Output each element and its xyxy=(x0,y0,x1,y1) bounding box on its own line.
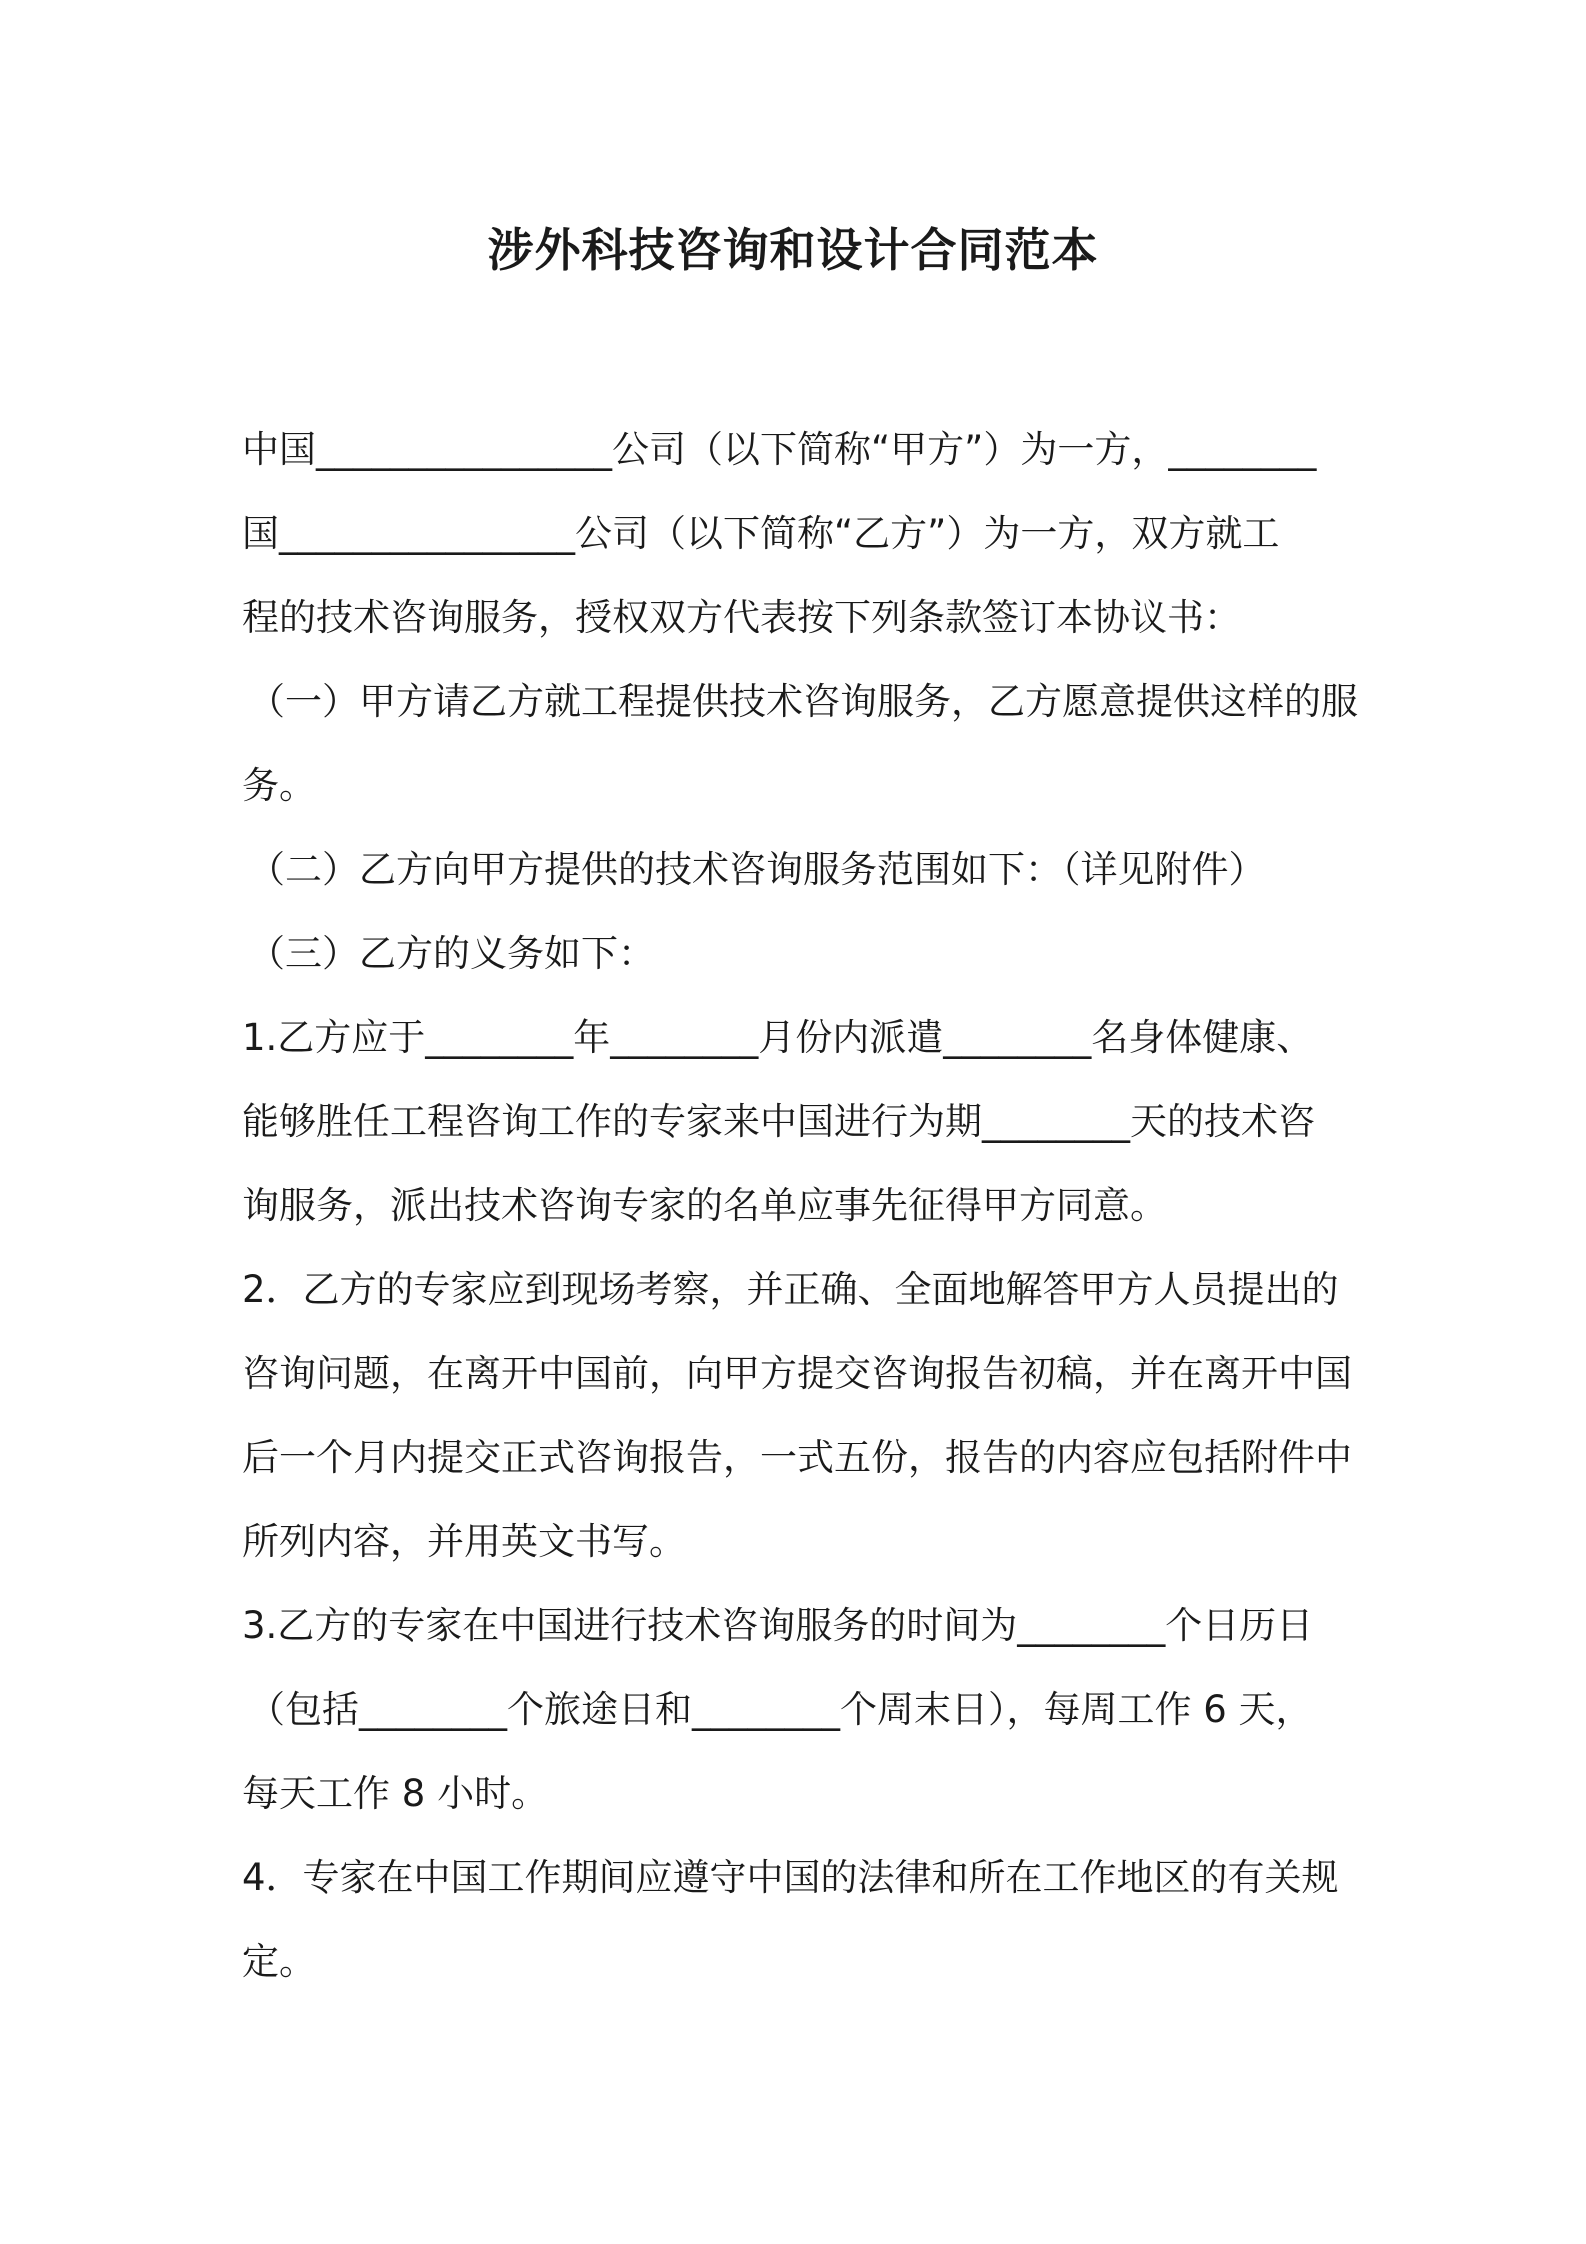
numbered-item-4: 4．专家在中国工作期间应遵守中国的法律和所在工作地区的有关规 xyxy=(242,1856,1339,1899)
paragraph-line: 所列内容，并用英文书写。 xyxy=(242,1520,686,1563)
paragraph-line: 国________________公司（以下简称“乙方”）为一方，双方就工 xyxy=(242,512,1280,555)
paragraph-line: 后一个月内提交正式咨询报告，一式五份，报告的内容应包括附件中 xyxy=(242,1436,1352,1479)
clause-heading-1: （一）甲方请乙方就工程提供技术咨询服务，乙方愿意提供这样的服 xyxy=(248,680,1358,723)
clause-heading-3: （三）乙方的义务如下： xyxy=(248,932,655,975)
document-title: 涉外科技咨询和设计合同范本 xyxy=(487,223,1099,277)
paragraph-line: 咨询问题，在离开中国前，向甲方提交咨询报告初稿，并在离开中国 xyxy=(242,1352,1352,1395)
numbered-item-3: 3.乙方的专家在中国进行技术咨询服务的时间为________个日历日 xyxy=(242,1604,1314,1647)
paragraph-line: 定。 xyxy=(242,1940,316,1983)
numbered-item-1: 1.乙方应于________年________月份内派遣________名身体健康、 xyxy=(242,1016,1314,1059)
numbered-item-2: 2．乙方的专家应到现场考察，并正确、全面地解答甲方人员提出的 xyxy=(242,1268,1339,1311)
paragraph-line: 中国________________公司（以下简称“甲方”）为一方，________ xyxy=(242,428,1317,471)
paragraph-line: 程的技术咨询服务，授权双方代表按下列条款签订本协议书： xyxy=(242,596,1241,639)
paragraph-line: 询服务，派出技术咨询专家的名单应事先征得甲方同意。 xyxy=(242,1184,1167,1227)
paragraph-line: 能够胜任工程咨询工作的专家来中国进行为期________天的技术咨 xyxy=(242,1100,1315,1143)
clause-heading-2: （二）乙方向甲方提供的技术咨询服务范围如下：（详见附件） xyxy=(248,848,1266,891)
paragraph-line: 务。 xyxy=(242,764,316,807)
paragraph-line: （包括________个旅途日和________个周末日），每周工作 6 天， xyxy=(248,1688,1313,1731)
paragraph-line: 每天工作 8 小时。 xyxy=(242,1772,549,1815)
document-body xyxy=(242,408,1372,2004)
